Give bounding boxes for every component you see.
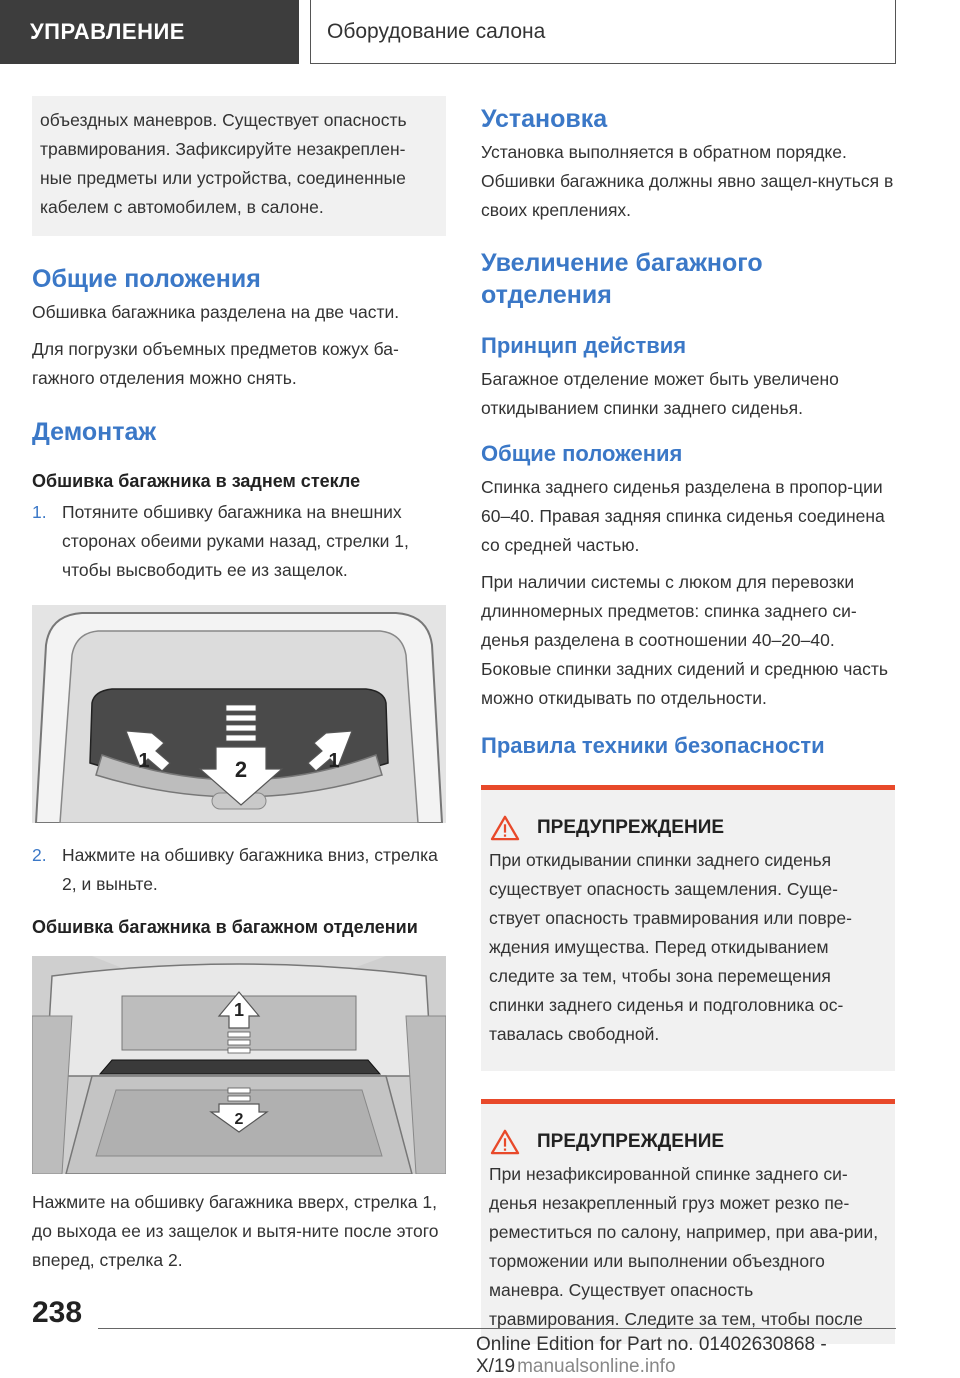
step-number: 1. — [32, 502, 47, 522]
step-text: Нажмите на обшивку багажника вниз, стрелка 2, и выньте. — [62, 845, 438, 894]
intro-warning-box — [32, 96, 446, 236]
trunk-cover-heading: Обшивка багажника в багажном отделении — [32, 917, 418, 937]
arrow-label-2: 2 — [234, 1111, 244, 1128]
right-column — [481, 96, 895, 1344]
intro-text: объездных маневров. Существует опасность травмирования. Зафиксируйте незакреплен-ные предметы или устройства, соединенные кабелем с автомобилем, в салоне. — [40, 110, 407, 217]
general-heading: Общие положения — [32, 265, 261, 293]
warning-triangle-icon — [489, 815, 521, 841]
general-paragraph-right-1: Спинка заднего сиденья разделена в пропор-ции 60–40. Правая задняя спинка сиденья соединена со средней частью. — [481, 477, 885, 555]
trunk-interior-illustration — [32, 956, 446, 1174]
install-heading: Установка — [481, 105, 608, 133]
trunk-lid-illustration — [32, 605, 446, 823]
general-paragraph-1: Обшивка багажника разделена на две части. — [32, 302, 400, 322]
rear-window-heading: Обшивка багажника в заднем стекле — [32, 471, 361, 491]
step-2 — [32, 841, 446, 899]
principle-heading: Принцип действия — [481, 333, 687, 358]
chapter-header — [310, 0, 896, 64]
warning-text: При незафиксированной спинке заднего си-денья незакрепленный груз может резко пе-реместиться по салону, например, при ава-рии, торможении или выполнении объездного маневра. Существует опасность травмирования. Следите за тем, чтобы после — [489, 1164, 879, 1329]
watermark-text: manualsonline.info — [517, 1356, 676, 1377]
step-text: Потяните обшивку багажника на внешних сторонах обеими руками назад, стрелки 1, чтобы высвободить ее из защелок. — [62, 502, 409, 580]
warning-text: При откидывании спинки заднего сиденья существует опасность защемления. Суще-ствует опасность травмирования или повре-ждения имущества. Перед откидыванием следите за тем, чтобы зона перемещения спинки заднего сиденья и подголовника ос-тавалась свободной. — [489, 850, 852, 1044]
left-column — [32, 96, 446, 1275]
arrow-label-1: 1 — [233, 1000, 245, 1020]
step-number: 2. — [32, 845, 47, 865]
warning-box-2 — [481, 1099, 895, 1344]
chapter-title: Оборудование салона — [327, 19, 546, 43]
warning-triangle-icon — [489, 1129, 521, 1155]
warning-title: ПРЕДУПРЕЖДЕНИЕ — [537, 1131, 725, 1152]
edition-text: Online Edition for Part no. 01402630868 - X/19 — [476, 1334, 827, 1377]
page-number: 238 — [32, 1296, 83, 1329]
safety-heading: Правила техники безопасности — [481, 733, 825, 758]
figure-rear-window-cover — [32, 605, 446, 823]
arrow-label-1-right: 1 — [328, 750, 340, 772]
warning-title-row — [489, 1128, 885, 1156]
general-paragraph-2: Для погрузки объемных предметов кожух ба-гажного отделения можно снять. — [32, 339, 399, 388]
step-1 — [32, 498, 446, 585]
principle-text: Багажное отделение может быть увеличено откидыванием спинки заднего сиденья. — [481, 369, 839, 418]
install-text: Установка выполняется в обратном порядке. Обшивки багажника должны явно защел-кнуться в своих креплениях. — [481, 142, 894, 220]
figure-trunk-cover — [32, 956, 446, 1174]
general-heading-right: Общие положения — [481, 441, 683, 466]
trunk-cover-text: Нажмите на обшивку багажника вверх, стрелка 1, до выхода ее из защелок и вытя-ните после этого вперед, стрелка 2. — [32, 1192, 439, 1270]
warning-box-1 — [481, 785, 895, 1071]
warning-title: ПРЕДУПРЕЖДЕНИЕ — [537, 817, 725, 838]
footer-edition — [476, 1334, 960, 1378]
warning-title-row — [489, 814, 885, 842]
arrow-label-1-left: 1 — [138, 750, 150, 772]
footer-divider — [98, 1328, 896, 1329]
arrow-label-2: 2 — [234, 757, 248, 782]
section-tab — [0, 0, 299, 64]
enlarge-heading: Увеличение багажного отделения — [481, 249, 763, 309]
section-title: УПРАВЛЕНИЕ — [30, 19, 185, 44]
dismount-heading: Демонтаж — [32, 418, 157, 446]
general-paragraph-right-2: При наличии системы с люком для перевозки длинномерных предметов: спинка заднего си-денья разделена в соотношении 40–20–40. Боковые спинки задних сидений и среднюю часть можно откидывать по отдельности. — [481, 572, 888, 708]
